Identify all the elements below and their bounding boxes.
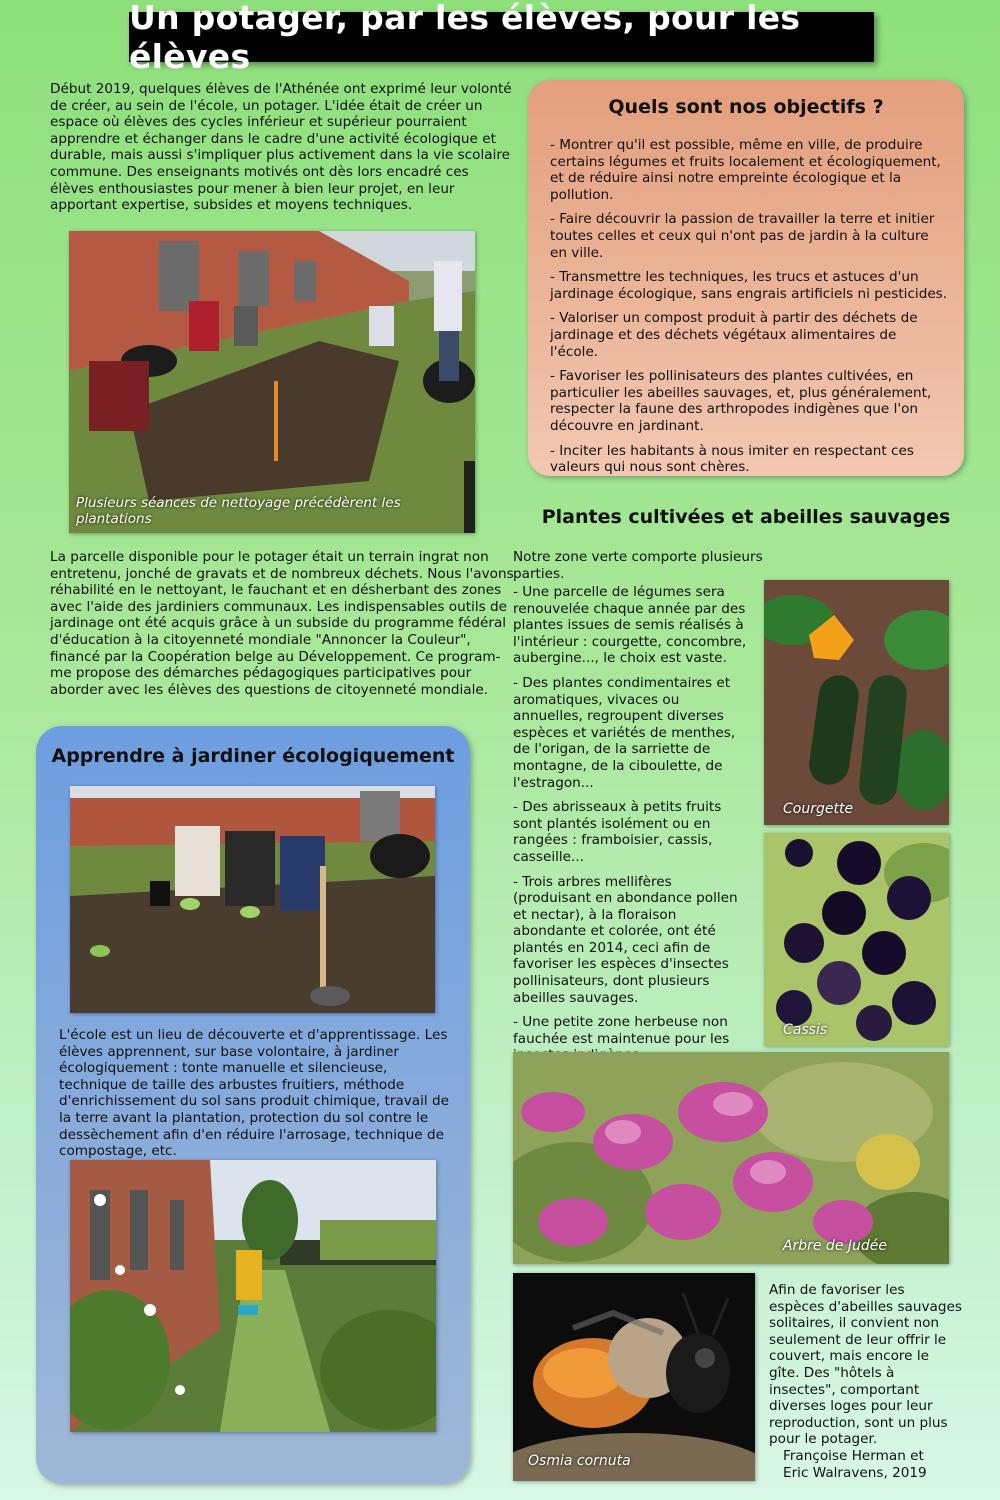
photo-osmia-cornuta bbox=[513, 1273, 755, 1481]
photo-caption: Arbre de Judée bbox=[782, 1238, 887, 1254]
authors bbox=[783, 1448, 973, 1481]
list-item: - Favoriser les pollinisateurs des plantes cultivées, en particulier les abeilles sauvages, et, plus généralement, respecter la faune des arthropodes indigènes que l'on découvre en jardinant. bbox=[550, 368, 932, 434]
photo-cassis bbox=[764, 833, 949, 1046]
list-item: - Montrer qu'il est possible, même en ville, de produire certains légumes et fruits localement et écologiquement, et de réduire ainsi notre empreinte écologique et la pollution. bbox=[550, 137, 941, 203]
authors-line: Françoise Herman et bbox=[783, 1448, 924, 1464]
plants-lead: Notre zone verte comporte plusieurs parties. bbox=[513, 549, 763, 582]
photo-arbre-de-judee bbox=[513, 1052, 949, 1264]
ecological-text: L'école est un lieu de découverte et d'apprentissage. Les élèves apprennent, sur base volontaire, à jardiner écologiquement : tonte manuelle et silencieuse, technique de taille des arbustes fruitiers, méthode d'enrichissement du sol sans produit chimique, travail de la terre avant la plantation, protection du sol contre le dessèchement afin d'en réduire l'arrosage, technique de compostage, etc. bbox=[59, 1027, 450, 1160]
authors-line: Eric Walravens, 2019 bbox=[783, 1464, 927, 1481]
list-item: - Une petite zone herbeuse non fauchée est maintenue pour les bbox=[513, 1014, 730, 1047]
ecological-heading: Apprendre à jardiner écologiquement bbox=[51, 745, 455, 767]
photo-planting bbox=[70, 786, 435, 1013]
list-item: - Faire découvrir la passion de travailler la terre et initier toutes celles et ceux qui n'ont pas de jardin à la culture en ville. bbox=[550, 211, 935, 261]
list-item: - Des plantes condimentaires et aromatiques, vivaces ou annuelles, regroupent diverses espèces et variétés de menthes, de l'origan, de la sarriette de montagne, de la ciboulette, de l'estragon... bbox=[513, 674, 736, 791]
photo-caption: Courgette bbox=[783, 801, 854, 817]
photo-mowing bbox=[70, 1160, 436, 1432]
plants-list bbox=[513, 584, 753, 1072]
photo-caption: Osmia cornuta bbox=[528, 1453, 631, 1469]
photo-caption: Plusieurs séances de nettoyage précédèrent les plantations bbox=[76, 495, 401, 527]
objectives-box bbox=[528, 80, 964, 476]
list-item: - Valoriser un compost produit à partir des déchets de jardinage et des déchets végétaux alimentaires de l'école. bbox=[550, 310, 918, 360]
photo-courgette bbox=[764, 580, 949, 825]
page-title: Un potager, par les élèves, pour les élèves bbox=[129, 12, 874, 62]
objectives-heading: Quels sont nos objectifs ? bbox=[608, 96, 884, 118]
parcelle-text: La parcelle disponible pour le potager était un terrain ingrat non entretenu, jonché de gravats et de nombreux déchets. Nous l'avons réhabilité en le nettoyant, le fauchant et en désherbant des zones avec l'aide des jardiniers communaux. Les indispensables outils de jardinage ont été acquis grâce à un subside du programme fédéral d'éducation à la citoyenneté mondiale "Annoncer la Couleur", financé par la Coopération belge au Développement. Ce program-me propose des démarches pédagogiques participatives pour aborder avec les élèves des questions de citoyenneté mondiale. bbox=[50, 549, 514, 698]
list-item: - Une parcelle de légumes sera renouvelée chaque année par des plantes issues de semis réalisés à l'intérieur : courgette, concombre, aubergine..., le choix est vaste. bbox=[513, 584, 747, 667]
list-item: - Trois arbres mellifères (produisant en abondance pollen et nectar), à la floraison abondante et colorée, ont été plantés en 2014, ceci afin de favoriser les espèces d'insectes pollinisateurs, dont plusieurs abeilles sauvages. bbox=[513, 873, 738, 1006]
list-item: - Transmettre les techniques, les trucs et astuces d'un jardinage écologique, sans engrais artificiels ni pesticides. bbox=[550, 269, 948, 302]
list-item: - Inciter les habitants à nous imiter en respectant ces valeurs qui nous sont chères. bbox=[550, 442, 914, 476]
objectives-list bbox=[550, 137, 948, 476]
intro-text: Début 2019, quelques élèves de l'Athénée ont exprimé leur volonté de créer, au sein de l'école, un potager. L'idée était de créer un espace où élèves des cycles inférieur et supérieur pourraient apprendre et échanger dans le cadre d'une activité écologique et durable, mais aussi s'impliquer plus activement dans la vie scolaire commune. Des enseignants motivés ont dès lors encadré ces élèves enthousiastes pour mener à bien leur projet, en leur apportant expertise, subsides et moyens techniques. bbox=[50, 81, 512, 214]
photo-cleaning bbox=[69, 231, 475, 533]
list-item: - Des abrisseaux à petits fruits sont plantés isolément ou en rangées : framboisier, cassis, casseille... bbox=[513, 799, 722, 865]
plants-heading: Plantes cultivées et abeilles sauvages bbox=[541, 506, 951, 528]
hotels-text: Afin de favoriser les espèces d'abeilles sauvages solitaires, il convient non seulement de leur offrir le couvert, mais encore le gîte. Des "hôtels à insectes", comportant diverses loges pour leur reproduction, sont un plus pour le potager. bbox=[769, 1282, 962, 1448]
photo-caption: Cassis bbox=[783, 1022, 828, 1038]
